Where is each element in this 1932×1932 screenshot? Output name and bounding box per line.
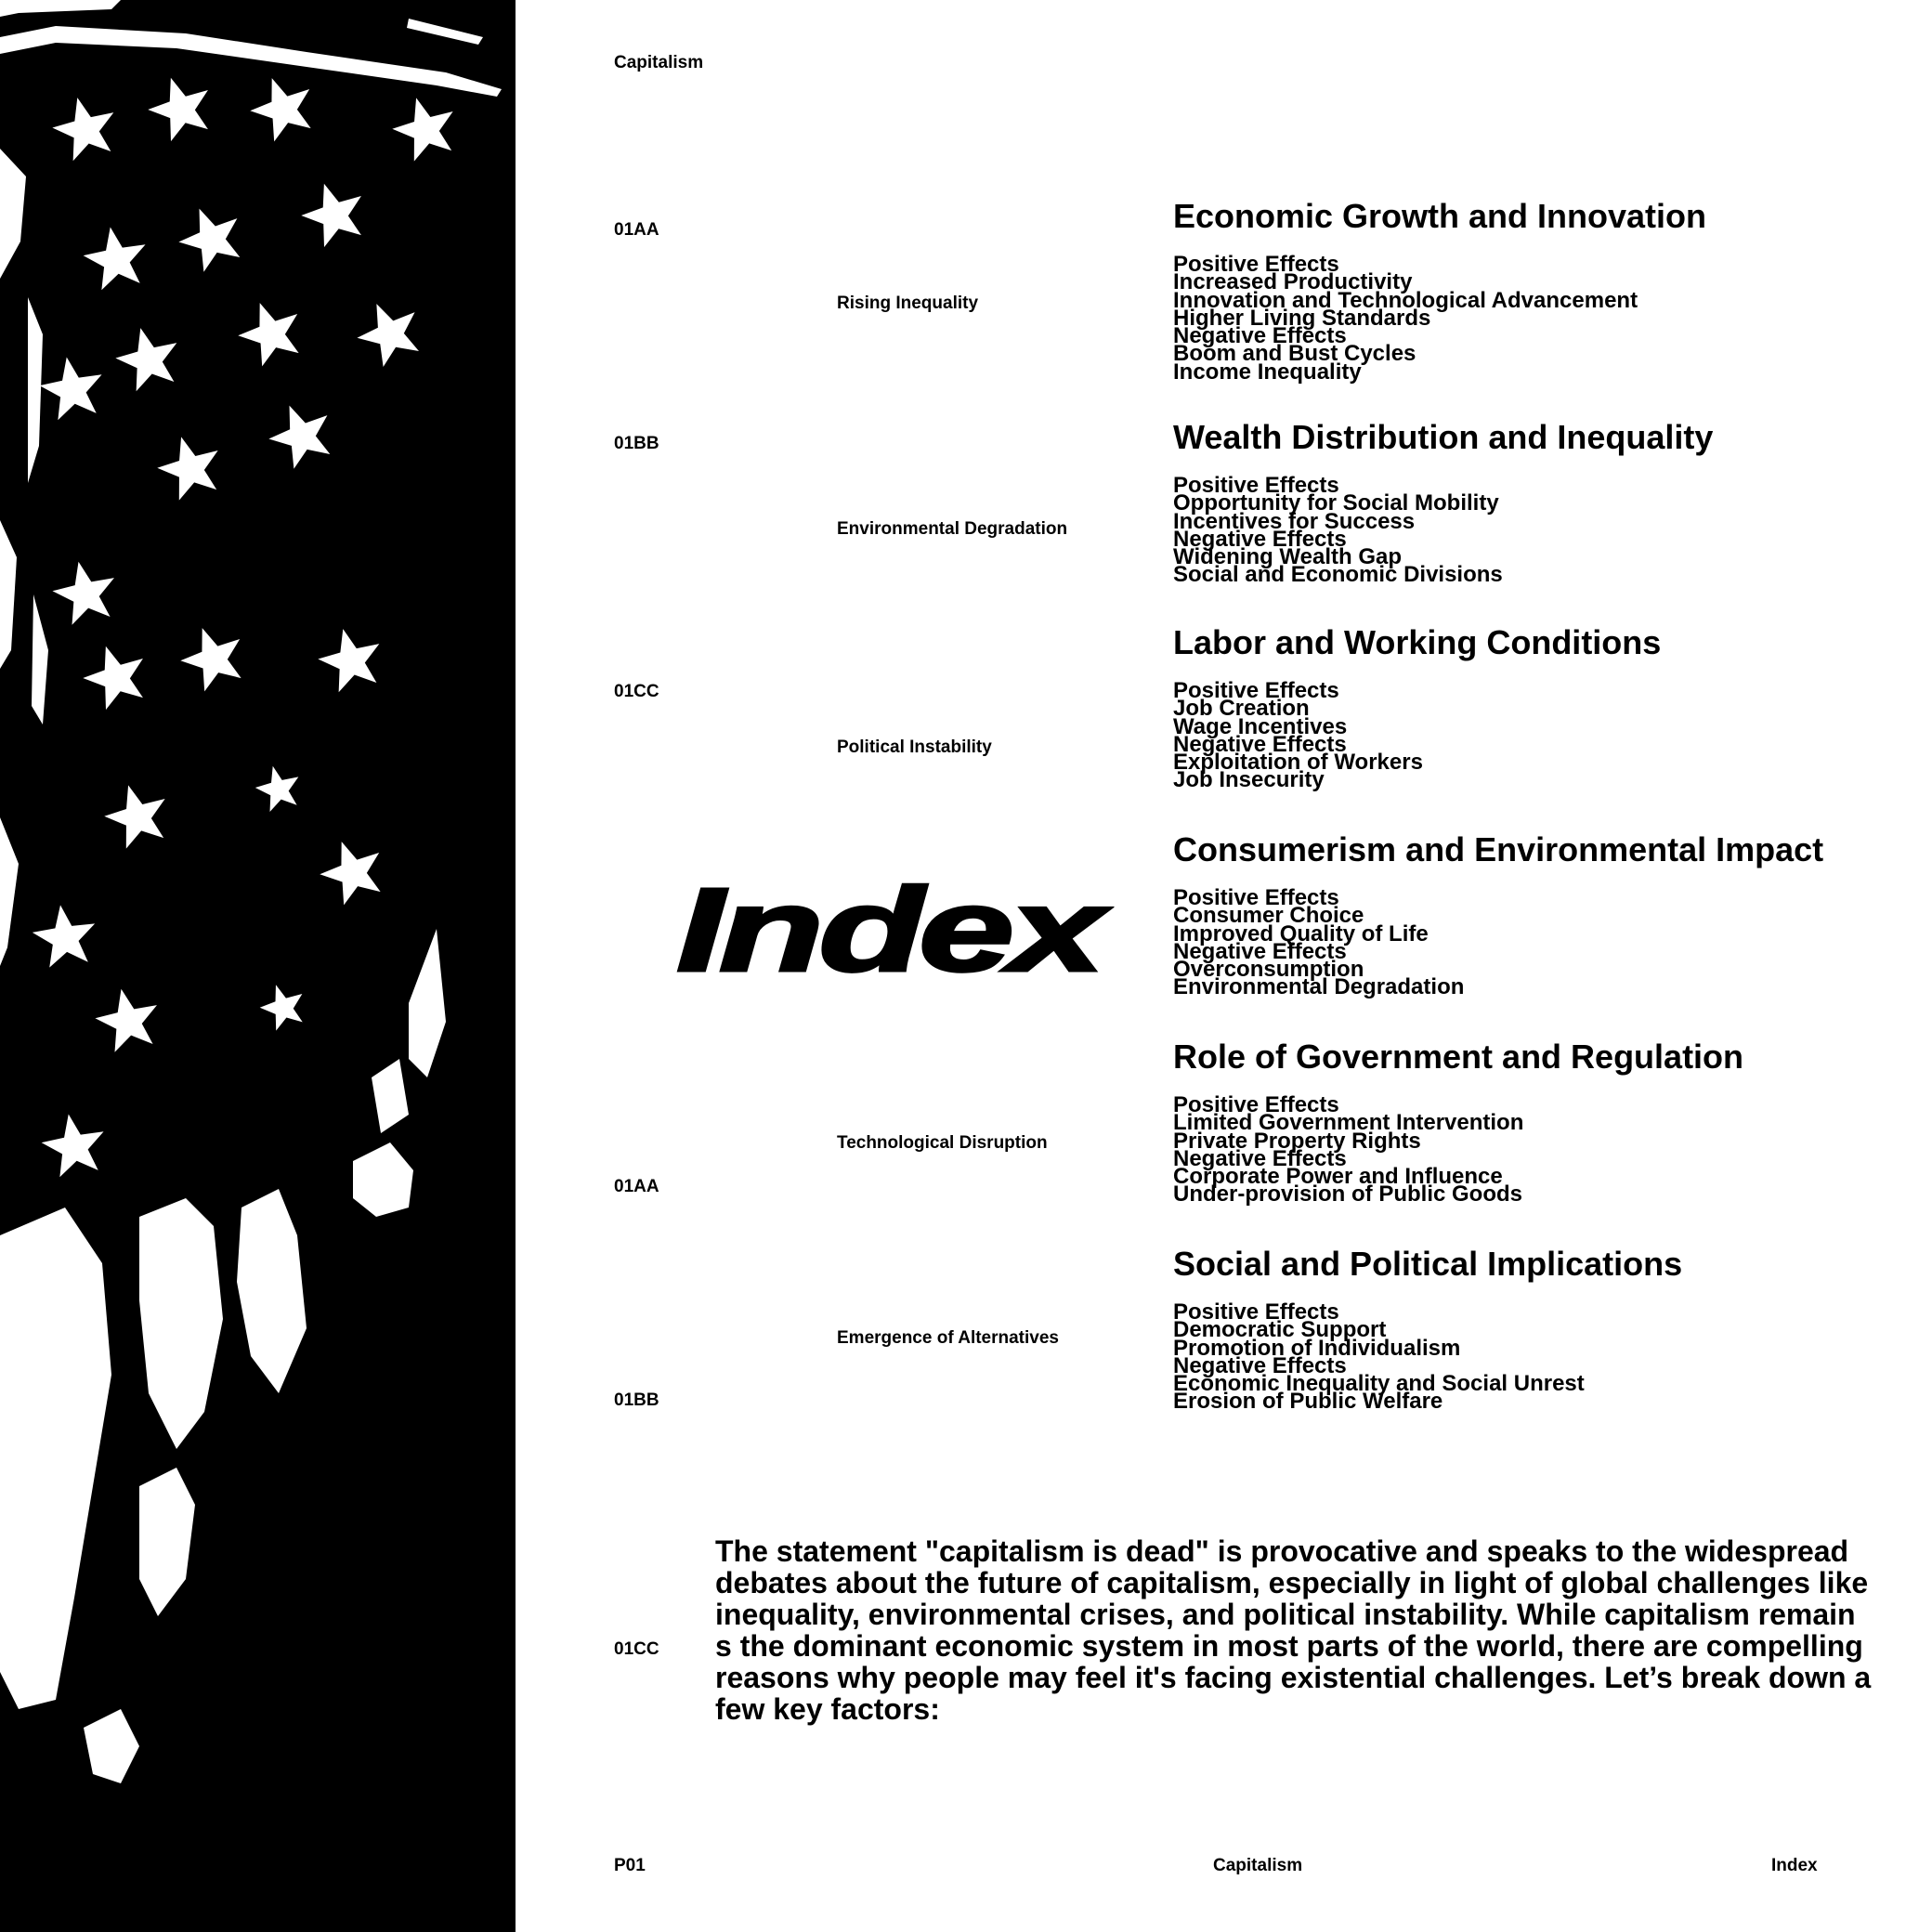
code-label: 01CC bbox=[614, 682, 659, 701]
list-item: Improved Quality of Life bbox=[1173, 920, 1429, 946]
section-heading: Role of Government and Regulation bbox=[1173, 1038, 1744, 1076]
list-item: Positive Effects bbox=[1173, 1092, 1339, 1117]
code-label: 01BB bbox=[614, 1390, 659, 1410]
flag-illustration bbox=[0, 0, 516, 1932]
section-items bbox=[1173, 678, 1916, 793]
list-item: Social and Economic Divisions bbox=[1173, 562, 1503, 588]
section-social-political bbox=[1173, 1244, 1916, 1415]
list-item: Under-provision of Public Goods bbox=[1173, 1181, 1523, 1208]
list-item: Increased Productivity bbox=[1173, 269, 1413, 295]
list-item: Consumer Choice bbox=[1173, 903, 1364, 929]
list-item: Exploitation of Workers bbox=[1173, 750, 1423, 776]
section-heading: Consumerism and Environmental Impact bbox=[1173, 830, 1824, 868]
list-item: Negative Effects bbox=[1173, 323, 1347, 349]
list-item: Promotion of Individualism bbox=[1173, 1335, 1461, 1361]
footer-title: Capitalism bbox=[1213, 1856, 1303, 1875]
section-items bbox=[1173, 473, 1916, 588]
list-item: Negative Effects bbox=[1173, 938, 1347, 964]
statement-paragraph: The statement "capitalism is dead" is provocative and speaks to the widespread debates about the future of capitalism, especially in light of global challenges like inequality, environmental crises, and political instability. While capitalism remains the dominant economic system in most parts of the world, there are compelling reasons why people may feel it's facing existential challenges. Let’s break down a few key factors: bbox=[715, 1534, 1872, 1726]
list-item: Positive Effects bbox=[1173, 252, 1339, 277]
topic-label: Technological Disruption bbox=[837, 1133, 1048, 1153]
list-item: Negative Effects bbox=[1173, 1145, 1347, 1171]
footer-section: Index bbox=[1771, 1856, 1818, 1875]
list-item: Environmental Degradation bbox=[1173, 974, 1465, 1000]
list-item: Negative Effects bbox=[1173, 731, 1347, 757]
section-heading: Labor and Working Conditions bbox=[1173, 623, 1662, 661]
list-item: Job Insecurity bbox=[1173, 767, 1325, 793]
list-item: Income Inequality bbox=[1173, 359, 1362, 385]
list-item: Job Creation bbox=[1173, 696, 1310, 722]
list-item: Economic Inequality and Social Unrest bbox=[1173, 1371, 1585, 1397]
topic-label: Emergence of Alternatives bbox=[837, 1328, 1059, 1348]
flag-photo bbox=[0, 0, 516, 1932]
list-item: Erosion of Public Welfare bbox=[1173, 1389, 1443, 1415]
list-item: Negative Effects bbox=[1173, 1352, 1347, 1378]
section-labor bbox=[1173, 622, 1916, 793]
section-heading: Economic Growth and Innovation bbox=[1173, 197, 1707, 235]
list-item: Innovation and Technological Advancement bbox=[1173, 287, 1638, 313]
section-heading: Social and Political Implications bbox=[1173, 1245, 1683, 1283]
list-item: Positive Effects bbox=[1173, 885, 1339, 910]
topic-label: Rising Inequality bbox=[837, 294, 979, 313]
topic-label: Environmental Degradation bbox=[837, 519, 1068, 539]
list-item: Widening Wealth Gap bbox=[1173, 544, 1403, 570]
code-label: 01CC bbox=[614, 1639, 659, 1659]
list-item: Corporate Power and Influence bbox=[1173, 1164, 1503, 1190]
code-label: 01AA bbox=[614, 1177, 659, 1196]
list-item: Opportunity for Social Mobility bbox=[1173, 490, 1499, 516]
list-item: Boom and Bust Cycles bbox=[1173, 341, 1416, 367]
section-items bbox=[1173, 252, 1916, 385]
section-items bbox=[1173, 1299, 1916, 1415]
list-item: Wage Incentives bbox=[1173, 713, 1348, 739]
section-government bbox=[1173, 1037, 1916, 1208]
list-item: Negative Effects bbox=[1173, 526, 1347, 552]
section-consumerism bbox=[1173, 829, 1916, 1000]
list-item: Positive Effects bbox=[1173, 678, 1339, 703]
list-item: Democratic Support bbox=[1173, 1317, 1387, 1343]
topic-label: Political Instability bbox=[837, 738, 992, 757]
section-items bbox=[1173, 1092, 1916, 1208]
section-heading: Wealth Distribution and Inequality bbox=[1173, 418, 1714, 456]
list-item: Private Property Rights bbox=[1173, 1128, 1421, 1154]
section-wealth-distribution bbox=[1173, 417, 1916, 588]
index-title: Index bbox=[676, 864, 1100, 997]
section-economic-growth bbox=[1173, 196, 1916, 385]
list-item: Positive Effects bbox=[1173, 1299, 1339, 1325]
code-label: 01AA bbox=[614, 220, 659, 240]
list-item: Overconsumption bbox=[1173, 957, 1364, 983]
code-label: 01BB bbox=[614, 434, 659, 453]
header-title: Capitalism bbox=[614, 53, 704, 72]
list-item: Positive Effects bbox=[1173, 473, 1339, 498]
footer-page-number: P01 bbox=[614, 1856, 646, 1875]
list-item: Higher Living Standards bbox=[1173, 305, 1431, 331]
section-items bbox=[1173, 885, 1916, 1000]
list-item: Incentives for Success bbox=[1173, 508, 1416, 534]
list-item: Limited Government Intervention bbox=[1173, 1110, 1524, 1136]
